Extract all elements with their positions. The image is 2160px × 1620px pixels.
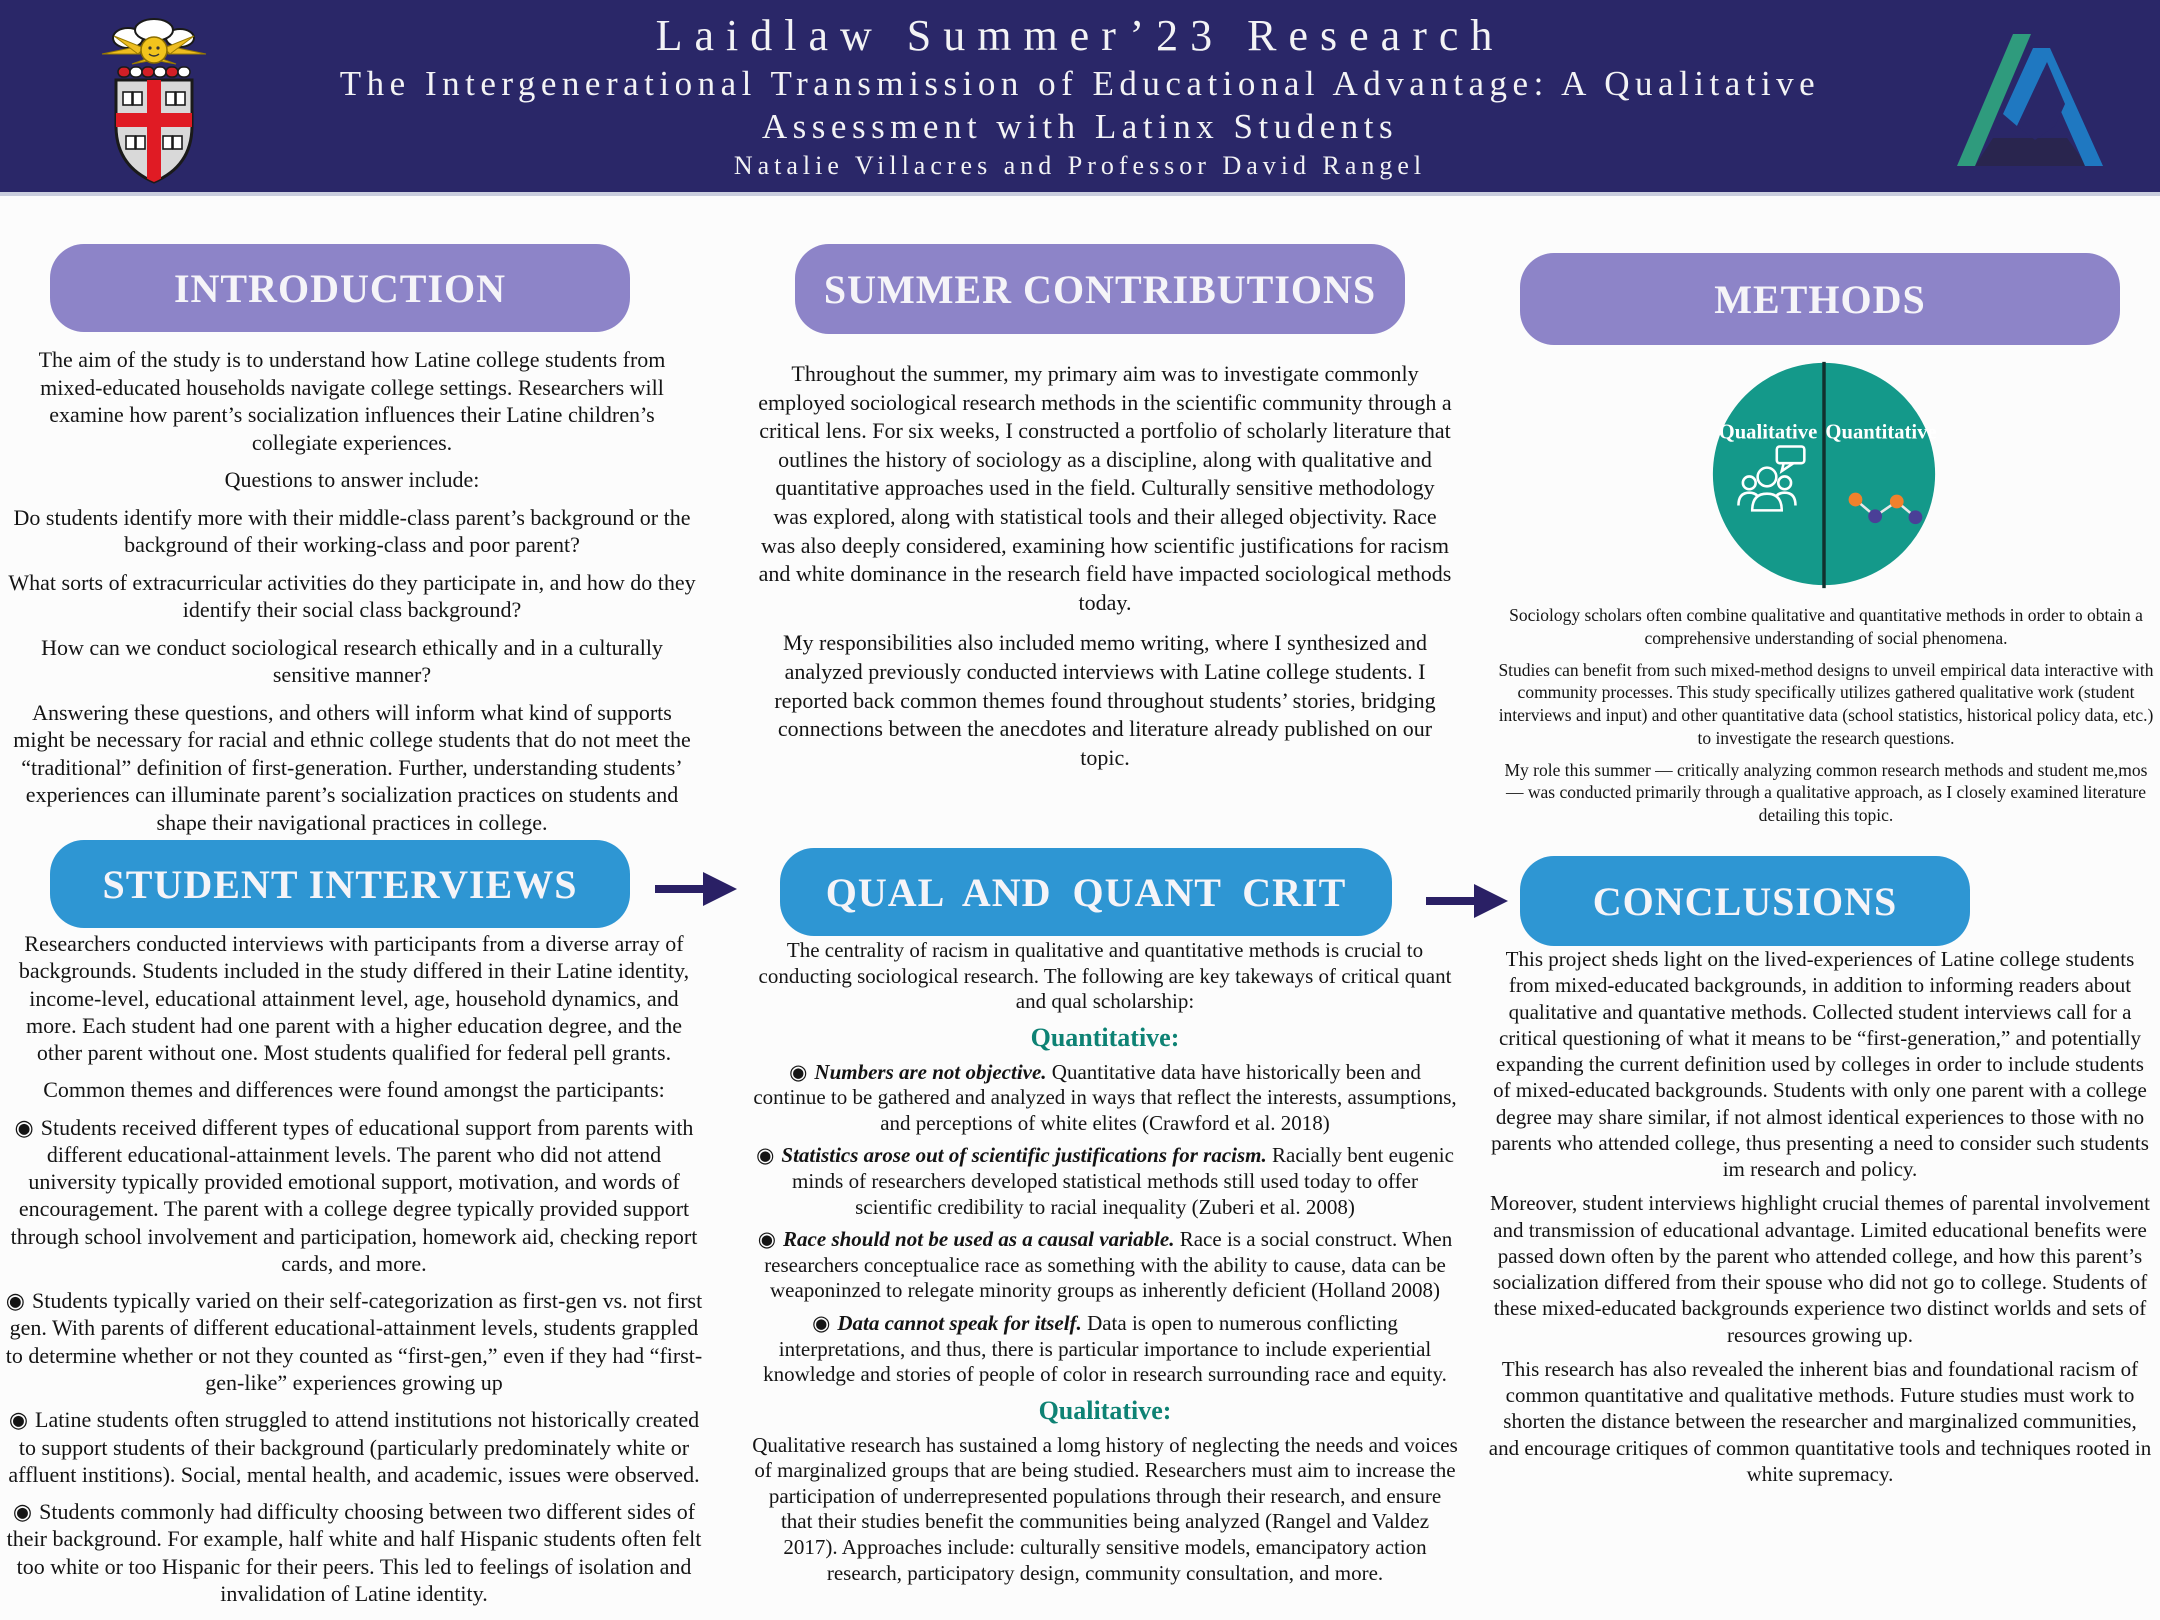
paragraph: Throughout the summer, my primary aim was to investigate commonly employed sociological research methods in the scientific community through a critical lens. For six weeks, I constructed a portfolio of scholarly literature that outlines the history of sociology as a discipline, along with qualitative and quantitative approaches used in the field. Culturally sensitive methodology was explored, along with statistical tools and their alleged objectivity. Race was also deeply considered, examining how scientific justifications for racism and white dominance in the research field have impacted sociological methods today.	[758, 361, 1452, 615]
list-item	[4, 1498, 704, 1607]
bullet-lead: Statistics arose out of scientific justifications for racism.	[781, 1143, 1267, 1168]
qualitative-subheading: Qualitative:	[1038, 1395, 1172, 1425]
qual-quant-crit-body	[752, 938, 1458, 1593]
header-text	[0, 0, 2160, 181]
section-title: CONCLUSIONS	[1592, 878, 1898, 924]
bullet-text: Latine students often struggled to attend institutions not historically created to support students of their background (particularly predominately white or affluent institions). Social, mental health, and academic, issues were observed.	[8, 1407, 700, 1487]
paragraph: Answering these questions, and others will inform what kind of supports might be necessary for racial and ethnic college students that do not meet the “traditional” definition of first-generation. Further, understanding students’ experiences can illuminate parent’s socialization practices on students and shape their navigational practices in college.	[13, 699, 691, 835]
list-item	[752, 1311, 1458, 1388]
paragraph: What sorts of extracurricular activities do they participate in, and how do they identify their social class background?	[8, 569, 696, 622]
poster-header	[0, 0, 2160, 196]
bullet-text: Race is a social construct. When researchers conceptualice race as something with the ability to cause, data can be weaponinzed to relegate minority groups as inherently deficient (Holland 2008)	[764, 1227, 1453, 1303]
section-header-conclusions	[1520, 856, 1970, 946]
bullet-lead: Race should not be used as a causal variable.	[783, 1227, 1175, 1252]
methods-body	[1498, 604, 2154, 836]
list-item	[752, 1143, 1458, 1220]
list-item	[4, 1114, 704, 1278]
list-item	[752, 1060, 1458, 1137]
paragraph: My responsibilities also included memo writing, where I synthesized and analyzed previously conducted interviews with Latine college students. I reported back common themes found throughout students’ stories, bridging connections between the anecdotes and literature already published on our topic.	[774, 630, 1436, 770]
flow-arrow-right-icon	[1424, 878, 1510, 924]
student-interviews-body	[4, 930, 704, 1617]
laidlaw-foundation-logo	[1947, 22, 2112, 172]
section-header-qual-quant-crit	[780, 848, 1392, 936]
bullet-text: Students typically varied on their self-categorization as first-gen vs. not first gen. With parents of different educational-attainment levels, students grappled to determine whether or not they counted as “first-gen,” even if they had “first-gen-like” experiences growing up	[5, 1288, 703, 1395]
diagram-label-qualitative: Qualitative	[1718, 421, 1818, 444]
bullet-icon: ◉	[14, 1114, 34, 1140]
bullet-lead: Numbers are not objective.	[814, 1059, 1047, 1084]
section-header-summer-contributions	[795, 244, 1405, 334]
section-title: QUAL AND QUANT CRIT	[825, 869, 1347, 915]
quantitative-subheading: Quantitative:	[1030, 1022, 1180, 1052]
flow-arrow-right-icon	[653, 866, 739, 912]
list-item	[4, 1406, 704, 1488]
section-header-methods	[1520, 253, 2120, 345]
paragraph: Sociology scholars often combine qualitative and quantitative methods in order to obtain a comprehensive understanding of social phenomena.	[1509, 605, 2143, 648]
paragraph: This research has also revealed the inherent bias and foundational racism of common quantitative and qualitative methods. Future studies must work to shorten the distance between the researcher and marginalized communities, and encourage critiques of common quantitative tools and techniques rooted in white supremacy.	[1488, 1356, 2152, 1486]
bullet-lead: Data cannot speak for itself.	[837, 1311, 1082, 1336]
section-title: SUMMER CONTRIBUTIONS	[823, 266, 1377, 312]
list-item	[752, 1227, 1458, 1304]
paragraph: How can we conduct sociological research ethically and in a culturally sensitive manner?	[41, 634, 663, 687]
paragraph: Do students identify more with their middle-class parent’s background or the background of their working-class and poor parent?	[13, 504, 691, 557]
paragraph: The centrality of racism in qualitative and quantitative methods is crucial to conducting sociological research. The following are key takeways of critical quant and qual scholarship:	[758, 938, 1452, 1014]
qual-quant-venn-diagram	[1706, 356, 1942, 592]
paragraph: Studies can benefit from such mixed-method designs to unveil empirical data interactive with community processes. This study specifically utilizes gathered qualitative work (student interviews and input) and other quantitative data (school statistics, historical policy data, etc.) to investigate the research questions.	[1498, 659, 2154, 748]
paragraph: Researchers conducted interviews with participants from a diverse array of backgrounds. Students included in the study differed in their Latine identity, income-level, educational attainment level, age, household dynamics, and more. Each student had one parent with a higher education degree, and the other parent without one. Most students qualified for federal pell grants.	[18, 931, 690, 1066]
bullet-text: Data is open to numerous conflicting interpretations, and thus, there is particular importance to include experiential knowledge and stories of people of color in research surrounding race and equity.	[763, 1311, 1447, 1387]
brown-university-crest-logo	[88, 12, 220, 184]
poster-authors: Natalie Villacres and Professor David Rangel	[733, 151, 1427, 181]
paragraph: Moreover, student interviews highlight crucial themes of parental involvement and transmission of educational advantage. Limited educational benefits were passed down often by the parent who attended college, and how this parent’s socialization differed from their spouse who did not go to college. Students of these mixed-educated backgrounds experience two distinct worlds and sets of resources growing up.	[1490, 1191, 2150, 1347]
bullet-text: Students commonly had difficulty choosing between two different sides of their background. For example, half white and half Hispanic students often felt too white or too Hispanic for their peers. This led to feelings of isolation and invalidation of Latine identity.	[6, 1499, 702, 1606]
bullet-text: Students received different types of educational support from parents with different educational-attainment levels. The parent who did not attend university typically provided emotional support, motivation, and words of encouragement. The parent with a college degree typically provided support through school involvement and participation, homework aid, checking report cards, and more.	[10, 1114, 698, 1276]
paragraph: This project sheds light on the lived-experiences of Latine college students from mixed-educated backgrounds, in addition to informing readers about qualitative and quantative methods. Collected student interviews call for a critical questioning of what it means to be “first-generation,” and potentially expanding the current definition used by colleges in order to include students of mixed-educated backgrounds. Students with only one parent with a college degree may share similar, if not almost identical experiences to those with no parents who attended college, thus presenting a need to consider such students im research and policy.	[1491, 947, 2149, 1181]
section-header-student-interviews	[50, 840, 630, 928]
bullet-icon: ◉	[757, 1227, 777, 1252]
bullet-icon: ◉	[12, 1499, 33, 1525]
poster-subtitle: The Intergenerational Transmission of Educational Advantage: A Qualitative Assessment with Latinx Students	[339, 64, 1821, 146]
list-item	[4, 1287, 704, 1396]
bullet-icon: ◉	[8, 1407, 29, 1433]
bullet-icon: ◉	[812, 1311, 831, 1336]
section-title: METHODS	[1714, 276, 1926, 322]
poster-title: Laidlaw Summer’23 Research	[655, 11, 1505, 60]
section-title: STUDENT INTERVIEWS	[102, 861, 578, 907]
bullet-icon: ◉	[5, 1288, 25, 1314]
summer-contributions-body	[758, 360, 1452, 784]
paragraph: Qualitative research has sustained a lomg history of neglecting the needs and voices of marginalized groups that are being studied. Researchers must aim to increase the participation of underrepresented populations through their research, and ensure that their studies benefit the communities being analyzed (Rangel and Valdez 2017). Approaches include: culturally sensitive models, emancipatory action research, participatory design, community consultation, and more.	[752, 1432, 1458, 1585]
section-header-introduction	[50, 244, 630, 332]
diagram-label-quantitative: Quantitative	[1825, 421, 1937, 444]
conclusions-body	[1486, 946, 2154, 1495]
paragraph: The aim of the study is to understand how Latine college students from mixed-educated households navigate college settings. Researchers will examine how parent’s socialization influences their Latine children’s collegiate experiences.	[38, 347, 666, 455]
paragraph: My role this summer — critically analyzing common research methods and student me,mos— was conducted primarily through a qualitative approach, as I closely examined literature detailing this topic.	[1504, 759, 2148, 825]
bullet-icon: ◉	[756, 1143, 775, 1168]
bullet-icon: ◉	[789, 1059, 808, 1084]
paragraph: Questions to answer include:	[224, 467, 480, 492]
section-title: INTRODUCTION	[173, 265, 507, 311]
introduction-body	[8, 346, 696, 846]
bullet-text: Quantitative data have historically been and continue to be gathered and analyzed in ways that reflect the interests, assumptions, and perceptions of white elites (Crawford et al. 2018)	[753, 1059, 1457, 1135]
paragraph: Common themes and differences were found amongst the participants:	[43, 1077, 665, 1103]
bullet-text: Racially bent eugenic minds of researchers developed statistical methods still used today to offer scientific credibility to racial inequality (Zuberi et al. 2008)	[792, 1143, 1454, 1219]
